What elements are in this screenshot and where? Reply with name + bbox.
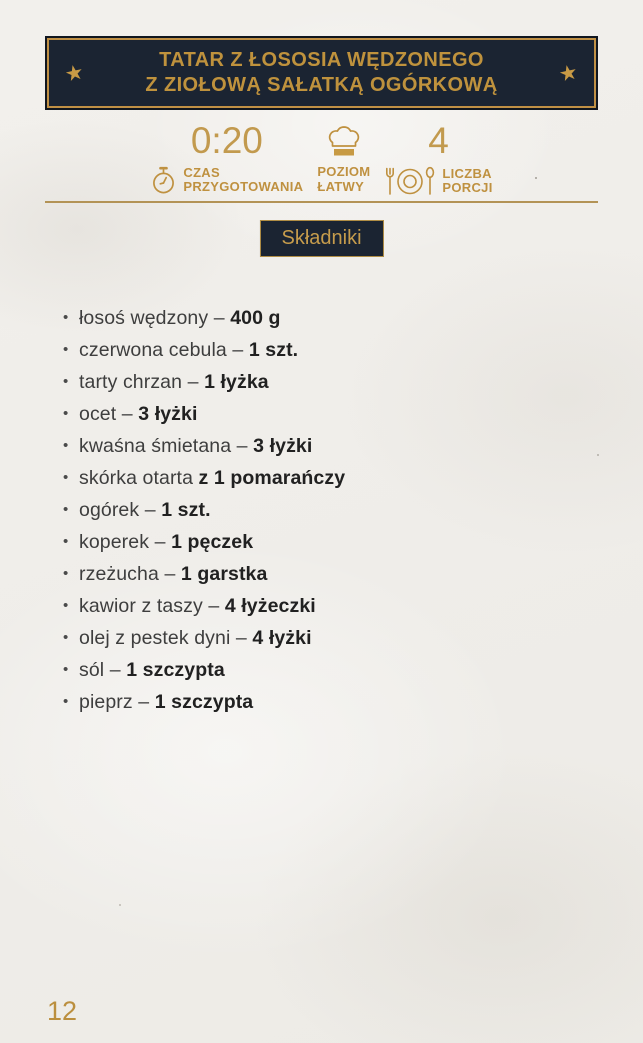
prep-time-label: CZAS PRZYGOTOWANIA — [183, 164, 304, 194]
ingredient-amount: 1 pęczek — [171, 531, 254, 553]
portions-label: LICZBA PORCJI — [442, 165, 493, 195]
ingredient-item — [62, 654, 613, 686]
ingredient-name: kwaśna śmietana – — [79, 435, 254, 457]
ingredient-item — [62, 430, 613, 462]
portions-group — [384, 122, 492, 197]
page-title-line1: TATAR Z ŁOSOSIA WĘDZONEGO — [159, 49, 484, 71]
ingredient-amount: 3 łyżki — [253, 435, 313, 457]
stopwatch-icon — [150, 165, 177, 195]
ingredient-amount: 1 szczypta — [126, 659, 225, 681]
recipe-meta-row — [0, 122, 643, 197]
ingredient-item — [62, 526, 613, 558]
ingredient-item — [62, 558, 613, 590]
ingredient-name: rzeżucha – — [79, 563, 181, 585]
ingredient-item — [62, 494, 613, 526]
ingredient-amount: 1 szt. — [161, 499, 211, 521]
ingredient-item — [62, 686, 613, 718]
prep-time-value: 0:20 — [190, 120, 263, 161]
plate-cutlery-icon — [384, 165, 436, 197]
star-icon: ★ — [556, 59, 581, 87]
ingredient-name: olej z pestek dyni – — [79, 627, 253, 649]
difficulty-label: POZIOM ŁATWY — [317, 164, 371, 194]
ingredient-amount: z 1 pomarańczy — [198, 467, 346, 489]
page-title-line2: Z ZIOŁOWĄ SAŁATKĄ OGÓRKOWĄ — [145, 74, 498, 96]
ingredient-name: kawior z taszy – — [79, 595, 225, 617]
ingredient-item — [62, 590, 613, 622]
ingredient-name: ogórek – — [79, 499, 162, 521]
ingredients-list — [62, 302, 613, 718]
ingredient-amount: 4 łyżki — [252, 627, 312, 649]
ingredient-item — [62, 398, 613, 430]
ingredient-name: czerwona cebula – — [79, 339, 249, 361]
portions-value: 4 — [428, 120, 449, 161]
ingredient-amount: 400 g — [230, 307, 281, 329]
ingredient-amount: 1 szczypta — [154, 691, 254, 713]
ingredient-amount: 1 szt. — [248, 339, 299, 361]
ingredient-name: ocet – — [79, 403, 139, 425]
page-title — [84, 48, 559, 98]
ingredient-amount: 1 łyżka — [204, 371, 269, 393]
difficulty-group — [317, 122, 370, 194]
ingredient-item — [62, 462, 613, 494]
page-number: 12 — [47, 996, 78, 1026]
chef-hat-icon — [325, 124, 363, 160]
ingredient-name: łosoś wędzony – — [79, 307, 231, 329]
ingredient-name: tarty chrzan – — [79, 371, 205, 393]
ingredient-name: sól – — [79, 659, 127, 681]
ingredient-item — [62, 622, 613, 654]
ingredient-amount: 4 łyżeczki — [224, 595, 316, 617]
recipe-title-banner — [45, 36, 598, 110]
ingredient-item — [62, 334, 613, 366]
ingredient-name: pieprz – — [79, 691, 155, 713]
ingredient-amount: 1 garstka — [180, 563, 268, 585]
ingredient-name: skórka otarta — [79, 467, 199, 489]
ingredient-item — [62, 302, 613, 334]
ingredient-name: koperek – — [79, 531, 172, 553]
ingredient-amount: 3 łyżki — [138, 403, 198, 425]
divider — [45, 201, 598, 203]
star-icon: ★ — [62, 59, 87, 87]
ingredients-heading: Składniki — [259, 220, 383, 257]
prep-time-group — [150, 122, 303, 195]
ingredient-item — [62, 366, 613, 398]
